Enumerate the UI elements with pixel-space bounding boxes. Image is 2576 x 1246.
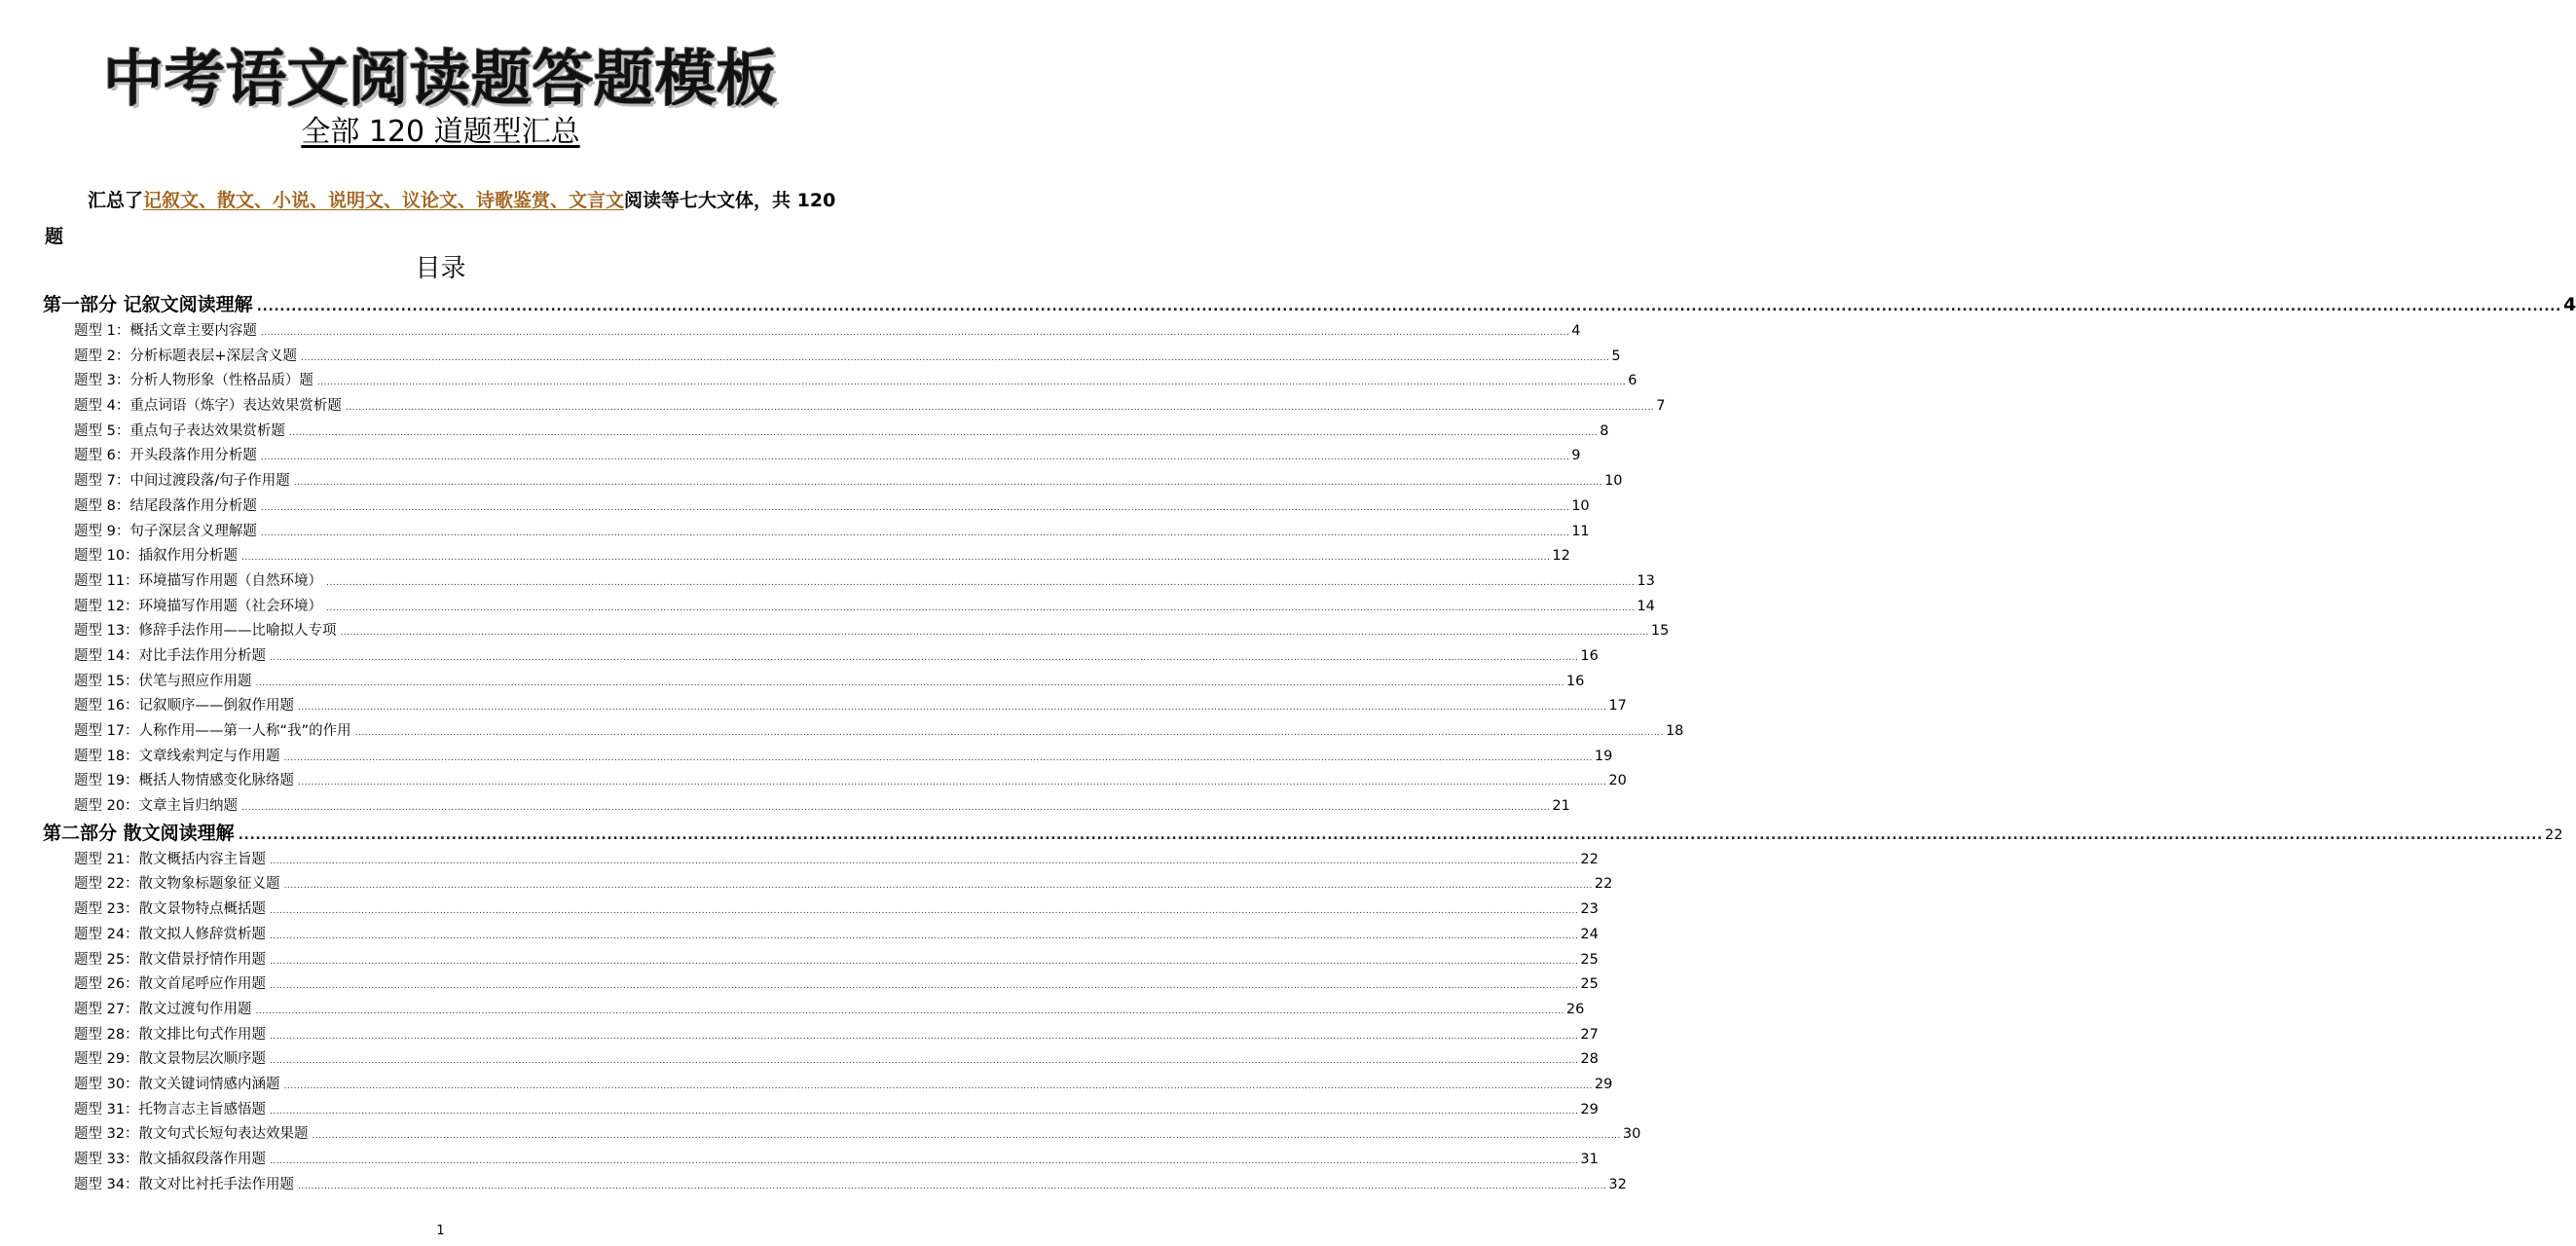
toc-item-entry[interactable]	[74, 948, 1599, 973]
toc-item-entry[interactable]	[74, 1047, 1599, 1073]
toc-entry-label: 题型 19：概括人物情感变化脉络题	[74, 773, 295, 789]
toc-leader-dots: ................................................................................................................................................................................................................................................................................................................................................................................................................	[312, 1131, 1621, 1142]
toc-leader-dots: ................................................................................................................................................................................................................................................................................................................................................................................................................	[270, 981, 1579, 992]
toc-leader-dots: ................................................................................................................................................................................................................................................................................................................................................................................................................	[316, 378, 1627, 388]
toc-heading: 目录	[415, 254, 466, 283]
toc-item-entry[interactable]	[74, 619, 1670, 644]
toc-entry-page: 16	[1565, 673, 1585, 689]
toc-leader-dots: ................................................................................................................................................................................................................................................................................................................................................................................................................	[298, 778, 1607, 788]
toc-entry-page: 9	[1571, 448, 1581, 464]
toc-leader-dots: ................................................................................................................................................................................................................................................................................................................................................................................................................	[255, 1006, 1564, 1016]
toc-leader-dots: ................................................................................................................................................................................................................................................................................................................................................................................................................	[270, 1056, 1579, 1067]
toc-entry-label: 题型 7：中间过渡段落/句子作用题	[74, 473, 290, 490]
toc-leader-dots: ................................................................................................................................................................................................................................................................................................................................................................................................................	[260, 453, 1570, 463]
toc-entry-label: 题型 25：散文借景抒情作用题	[74, 951, 267, 968]
intro-prefix: 汇总了	[88, 190, 144, 211]
toc-entry-page: 14	[1637, 598, 1655, 614]
toc-entry-label: 题型 26：散文首尾呼应作用题	[74, 976, 267, 993]
toc-entry-page: 16	[1580, 647, 1599, 664]
toc-entry-label: 题型 3：分析人物形象（性格品质）题	[74, 373, 313, 389]
toc-entry-label: 题型 18：文章线索判定与作用题	[74, 748, 280, 764]
toc-entry-page: 28	[1580, 1051, 1599, 1068]
toc-leader-dots: ................................................................................................................................................................................................................................................................................................................................................................................................................	[293, 478, 1603, 489]
toc-entry-label: 题型 29：散文景物层次顺序题	[74, 1051, 267, 1068]
toc-entry-label: 题型 11：环境描写作用题（自然环境）	[74, 572, 323, 589]
toc-entry-page: 13	[1637, 572, 1655, 589]
toc-entry-label: 题型 15：伏笔与照应作用题	[74, 673, 252, 689]
toc-leader-dots: ................................................................................................................................................................................................................................................................................................................................................................................................................	[238, 826, 2543, 843]
toc-entry-page: 8	[1600, 422, 1609, 439]
toc-entry-label: 题型 13：修辞手法作用——比喻拟人专项	[74, 623, 337, 640]
toc-entry-page: 12	[1552, 548, 1570, 565]
toc-item-entry[interactable]	[74, 848, 1599, 873]
intro-suffix: 阅读等七大文体，共 120 题	[45, 190, 836, 247]
toc-leader-dots: ................................................................................................................................................................................................................................................................................................................................................................................................................	[255, 678, 1564, 688]
toc-entry-label: 题型 17：人称作用——第一人称“我”的作用	[74, 723, 351, 739]
toc-entry-label: 题型 12：环境描写作用题（社会环境）	[74, 598, 323, 614]
table-of-contents	[0, 291, 2576, 1197]
toc-leader-dots: ................................................................................................................................................................................................................................................................................................................................................................................................................	[298, 703, 1607, 714]
toc-leader-dots: ................................................................................................................................................................................................................................................................................................................................................................................................................	[283, 1081, 1593, 1091]
toc-leader-dots: ................................................................................................................................................................................................................................................................................................................................................................................................................	[241, 803, 1551, 814]
toc-item-entry[interactable]	[74, 644, 1599, 670]
toc-entry-label: 题型 28：散文排比句式作用题	[74, 1026, 267, 1043]
toc-entry-page: 6	[1628, 373, 1638, 389]
toc-item-entry[interactable]	[74, 1073, 1613, 1098]
toc-part-entry[interactable]	[43, 820, 2563, 848]
toc-entry-page: 24	[1580, 926, 1599, 942]
toc-leader-dots: ................................................................................................................................................................................................................................................................................................................................................................................................................	[270, 1156, 1579, 1166]
toc-leader-dots: ................................................................................................................................................................................................................................................................................................................................................................................................................	[270, 652, 1579, 663]
toc-leader-dots: ................................................................................................................................................................................................................................................................................................................................................................................................................	[241, 553, 1551, 564]
toc-leader-dots: ................................................................................................................................................................................................................................................................................................................................................................................................................	[283, 752, 1593, 763]
toc-entry-label: 题型 5：重点句子表达效果赏析题	[74, 422, 285, 439]
toc-entry-label: 题型 6：开头段落作用分析题	[74, 448, 257, 464]
toc-entry-page: 4	[2562, 294, 2576, 315]
document-title: 中考语文阅读题答题模板	[102, 43, 778, 114]
toc-entry-page: 23	[1580, 901, 1599, 918]
toc-entry-label: 题型 8：结尾段落作用分析题	[74, 497, 257, 514]
toc-entry-page: 4	[1571, 323, 1581, 339]
toc-entry-label: 题型 9：句子深层含义理解题	[74, 523, 257, 539]
toc-item-entry[interactable]	[74, 923, 1599, 948]
toc-entry-label: 第二部分 散文阅读理解	[43, 822, 235, 844]
toc-leader-dots: ................................................................................................................................................................................................................................................................................................................................................................................................................	[256, 299, 2561, 314]
toc-entry-page: 18	[1665, 723, 1684, 739]
toc-entry-label: 第一部分 记叙文阅读理解	[43, 294, 253, 315]
toc-entry-label: 题型 33：散文插叙段落作用题	[74, 1152, 267, 1167]
toc-entry-label: 题型 10：插叙作用分析题	[74, 548, 239, 565]
toc-item-entry[interactable]	[74, 794, 1570, 820]
toc-item-entry[interactable]	[74, 319, 1581, 345]
toc-leader-dots: ................................................................................................................................................................................................................................................................................................................................................................................................................	[270, 931, 1579, 941]
toc-entry-page: 22	[1580, 851, 1599, 867]
toc-item-entry[interactable]	[74, 745, 1613, 770]
toc-leader-dots: ................................................................................................................................................................................................................................................................................................................................................................................................................	[340, 628, 1649, 639]
toc-entry-page: 19	[1594, 748, 1613, 764]
toc-part-entry[interactable]	[43, 291, 2576, 319]
toc-entry-label: 题型 22：散文物象标题象征义题	[74, 876, 280, 893]
toc-item-entry[interactable]	[74, 1148, 1599, 1173]
toc-entry-label: 题型 23：散文景物特点概括题	[74, 901, 267, 918]
toc-entry-page: 15	[1650, 623, 1670, 640]
toc-leader-dots: ................................................................................................................................................................................................................................................................................................................................................................................................................	[270, 856, 1579, 866]
toc-entry-page: 25	[1580, 951, 1599, 968]
toc-item-entry[interactable]	[74, 495, 1590, 520]
toc-entry-page: 10	[1571, 497, 1590, 514]
toc-entry-page: 29	[1594, 1076, 1613, 1092]
toc-entry-label: 题型 4：重点词语（炼字）表达效果赏析题	[74, 398, 342, 415]
toc-item-entry[interactable]	[74, 998, 1585, 1023]
toc-entry-page: 26	[1565, 1001, 1585, 1017]
toc-leader-dots: ................................................................................................................................................................................................................................................................................................................................................................................................................	[260, 328, 1570, 338]
toc-item-entry[interactable]	[74, 520, 1590, 545]
toc-entry-label: 题型 14：对比手法作用分析题	[74, 647, 267, 664]
document-subtitle: 全部 120 道题型汇总	[301, 115, 580, 149]
toc-entry-page: 32	[1608, 1176, 1627, 1192]
toc-leader-dots: ................................................................................................................................................................................................................................................................................................................................................................................................................	[260, 502, 1570, 513]
toc-entry-page: 27	[1580, 1026, 1599, 1043]
toc-entry-page: 21	[1552, 798, 1570, 815]
toc-entry-label: 题型 27：散文过渡句作用题	[74, 1001, 252, 1017]
toc-item-entry[interactable]	[74, 1023, 1599, 1048]
toc-entry-label: 题型 30：散文关键词情感内涵题	[74, 1076, 280, 1092]
toc-leader-dots: ................................................................................................................................................................................................................................................................................................................................................................................................................	[288, 427, 1599, 438]
toc-entry-label: 题型 24：散文拟人修辞赏析题	[74, 926, 267, 942]
toc-entry-label: 题型 21：散文概括内容主旨题	[74, 851, 267, 867]
toc-entry-label: 题型 31：托物言志主旨感悟题	[74, 1101, 267, 1118]
toc-item-entry[interactable]	[74, 1098, 1599, 1123]
toc-entry-label: 题型 34：散文对比衬托手法作用题	[74, 1176, 295, 1192]
toc-entry-page: 17	[1608, 698, 1627, 715]
toc-entry-page: 20	[1608, 773, 1627, 789]
toc-leader-dots: ................................................................................................................................................................................................................................................................................................................................................................................................................	[283, 881, 1593, 892]
toc-item-entry[interactable]	[74, 595, 1655, 620]
toc-entry-label: 题型 16：记叙顺序——倒叙作用题	[74, 698, 295, 715]
toc-entry-label: 题型 32：散文句式长短句表达效果题	[74, 1126, 309, 1143]
toc-entry-page: 22	[2544, 826, 2563, 843]
toc-item-entry[interactable]	[74, 569, 1655, 595]
toc-entry-page: 31	[1580, 1152, 1599, 1167]
toc-entry-page: 29	[1580, 1101, 1599, 1118]
toc-entry-page: 5	[1611, 348, 1621, 364]
toc-leader-dots: ................................................................................................................................................................................................................................................................................................................................................................................................................	[270, 956, 1579, 967]
toc-entry-label: 题型 2：分析标题表层+深层含义题	[74, 348, 297, 364]
toc-item-entry[interactable]	[74, 394, 1666, 420]
toc-item-entry[interactable]	[74, 369, 1638, 394]
toc-item-entry[interactable]	[74, 872, 1613, 898]
page-number: 1	[436, 1224, 445, 1238]
toc-item-entry[interactable]	[74, 444, 1581, 469]
toc-leader-dots: ................................................................................................................................................................................................................................................................................................................................................................................................................	[260, 528, 1570, 538]
toc-leader-dots: ................................................................................................................................................................................................................................................................................................................................................................................................................	[298, 1181, 1607, 1191]
toc-item-entry[interactable]	[74, 469, 1623, 495]
toc-leader-dots: ................................................................................................................................................................................................................................................................................................................................................................................................................	[326, 577, 1636, 588]
toc-entry-label: 题型 20：文章主旨归纳题	[74, 798, 239, 815]
intro-genre-list: 记叙文、散文、小说、说明文、议论文、诗歌鉴赏、文言文	[143, 190, 625, 211]
toc-leader-dots: ................................................................................................................................................................................................................................................................................................................................................................................................................	[326, 603, 1636, 613]
intro-paragraph	[45, 183, 838, 255]
toc-leader-dots: ................................................................................................................................................................................................................................................................................................................................................................................................................	[270, 1106, 1579, 1117]
toc-item-entry[interactable]	[74, 769, 1627, 794]
toc-entry-page: 7	[1656, 398, 1666, 415]
toc-leader-dots: ................................................................................................................................................................................................................................................................................................................................................................................................................	[270, 1031, 1579, 1042]
toc-item-entry[interactable]	[74, 972, 1599, 998]
toc-leader-dots: ................................................................................................................................................................................................................................................................................................................................................................................................................	[300, 352, 1610, 363]
toc-item-entry[interactable]	[74, 544, 1570, 569]
toc-item-entry[interactable]	[74, 1173, 1627, 1198]
toc-item-entry[interactable]	[74, 670, 1585, 695]
toc-item-entry[interactable]	[74, 719, 1684, 745]
toc-leader-dots: ................................................................................................................................................................................................................................................................................................................................................................................................................	[354, 728, 1664, 738]
toc-entry-page: 10	[1604, 473, 1623, 490]
toc-entry-label: 题型 1：概括文章主要内容题	[74, 323, 257, 339]
toc-entry-page: 22	[1594, 876, 1613, 893]
toc-entry-page: 25	[1580, 976, 1599, 993]
toc-entry-page: 11	[1571, 523, 1590, 539]
toc-item-entry[interactable]	[74, 420, 1609, 445]
toc-leader-dots: ................................................................................................................................................................................................................................................................................................................................................................................................................	[270, 906, 1579, 917]
toc-item-entry[interactable]	[74, 694, 1627, 719]
toc-item-entry[interactable]	[74, 1122, 1641, 1148]
toc-item-entry[interactable]	[74, 898, 1599, 923]
toc-entry-page: 30	[1622, 1126, 1641, 1143]
toc-leader-dots: ................................................................................................................................................................................................................................................................................................................................................................................................................	[345, 403, 1655, 414]
toc-item-entry[interactable]	[74, 345, 1621, 370]
